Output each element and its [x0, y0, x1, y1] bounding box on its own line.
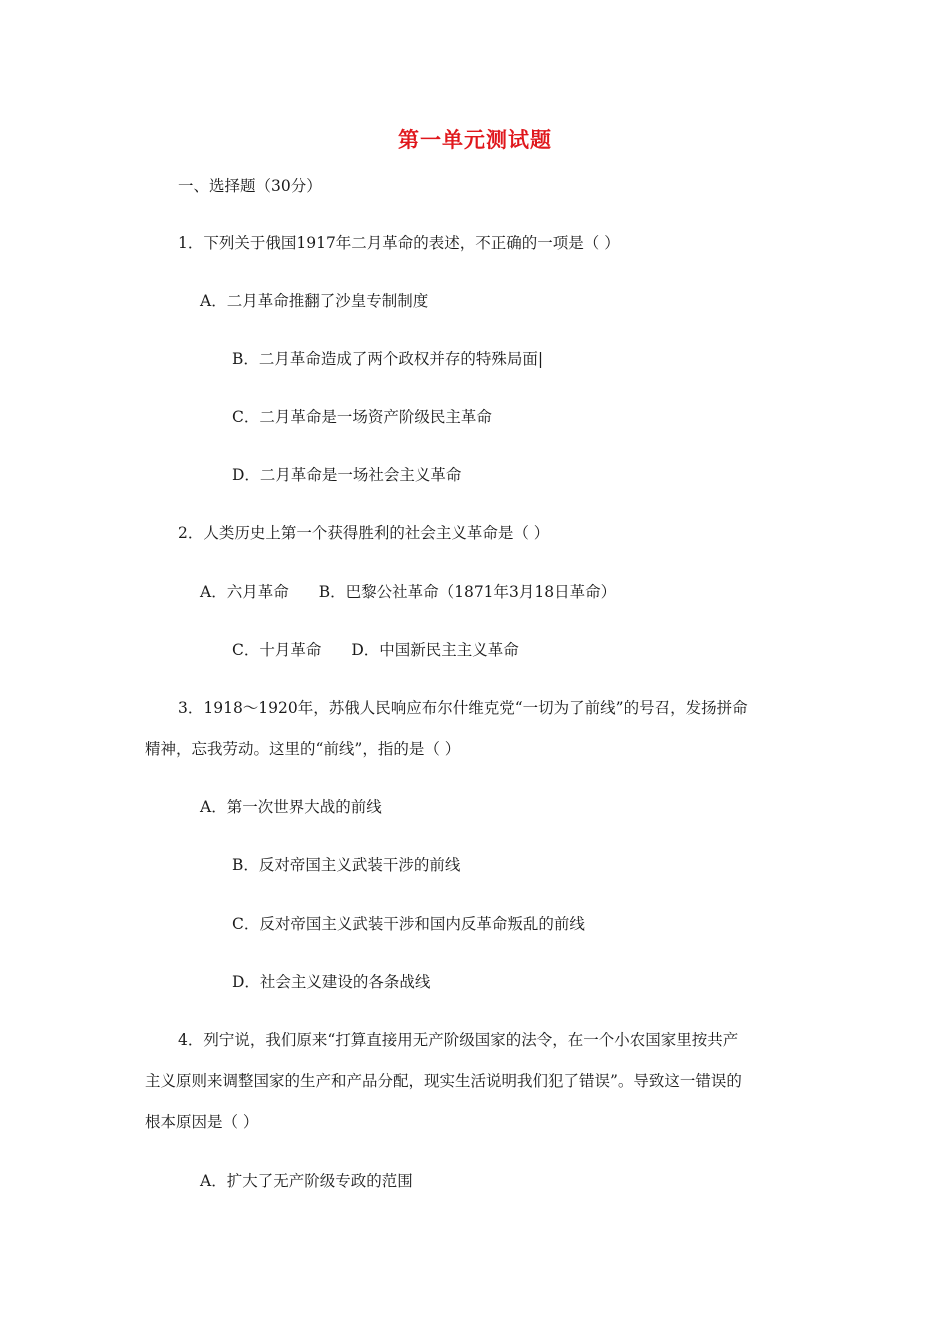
- question-2-stem: 2．人类历史上第一个获得胜利的社会主义革命是（ ）: [178, 524, 550, 542]
- question-2-options-ab: [200, 582, 616, 602]
- page-title: 第一单元测试题: [398, 127, 552, 152]
- question-2-option-b: B．巴黎公社革命（1871年3月18日革命）: [318, 583, 617, 601]
- question-1-option-a: A．二月革命推翻了沙皇专制制度: [200, 292, 429, 310]
- question-3-stem-line-2: 精神，忘我劳动。这里的“前线”，指的是（ ）: [145, 740, 461, 758]
- question-3-stem-line-1: 3．1918～1920年，苏俄人民响应布尔什维克党“一切为了前线”的号召，发扬拼命: [178, 699, 748, 717]
- question-4-stem-line-3: 根本原因是（ ）: [145, 1113, 259, 1131]
- question-2-option-a: A．六月革命: [200, 583, 289, 601]
- question-1-stem: 1．下列关于俄国1917年二月革命的表述，不正确的一项是（ ）: [178, 234, 620, 252]
- question-1-option-d: D．二月革命是一场社会主义革命: [232, 466, 462, 484]
- question-3-option-c: C．反对帝国主义武装干涉和国内反革命叛乱的前线: [232, 915, 585, 933]
- question-2-option-c: C．十月革命: [232, 641, 322, 659]
- question-4-stem-line-1: 4．列宁说，我们原来“打算直接用无产阶级国家的法令，在一个小农国家里按共产: [178, 1031, 739, 1049]
- question-3-option-d: D．社会主义建设的各条战线: [232, 973, 431, 991]
- question-1-option-c: C．二月革命是一场资产阶级民主革命: [232, 408, 492, 426]
- question-1-option-b: B．二月革命造成了两个政权并存的特殊局面|: [232, 350, 544, 368]
- section-heading: 一、选择题（30分）: [178, 177, 322, 195]
- question-4-option-a: A．扩大了无产阶级专政的范围: [200, 1172, 413, 1190]
- question-2-option-d: D．中国新民主主义革命: [351, 641, 519, 659]
- question-2-options-cd: [232, 640, 519, 660]
- question-3-option-a: A．第一次世界大战的前线: [200, 798, 382, 816]
- question-3-option-b: B．反对帝国主义武装干涉的前线: [232, 856, 461, 874]
- question-4-stem-line-2: 主义原则来调整国家的生产和产品分配，现实生活说明我们犯了错误”。导致这一错误的: [145, 1072, 742, 1090]
